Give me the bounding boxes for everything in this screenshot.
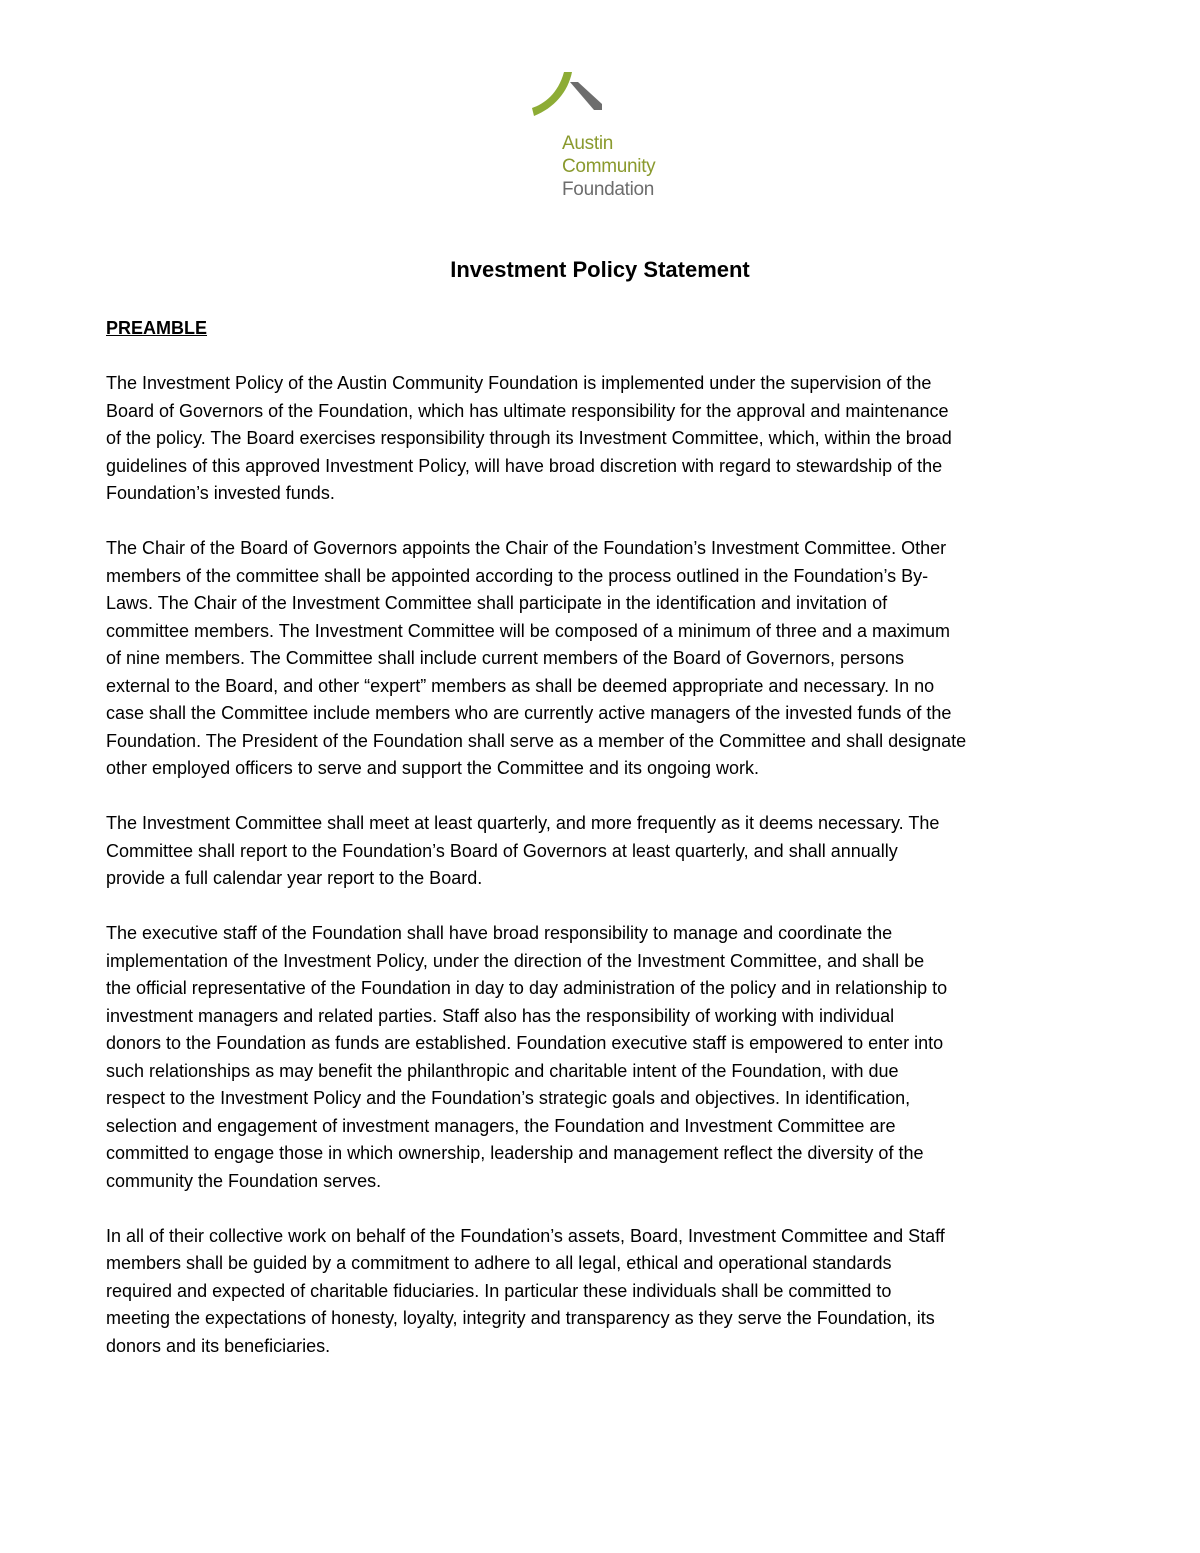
paragraph-line: The Chair of the Board of Governors appoints the Chair of the Foundation’s Investment Committee. Other: [106, 538, 947, 558]
paragraph-line: case shall the Committee include members who are currently active managers of the invested funds of the: [106, 703, 952, 723]
logo-word-austin: Austin: [562, 133, 614, 154]
paragraph-line: of nine members. The Committee shall include current members of the Board of Governors, persons: [106, 648, 905, 668]
logo-word-foundation: Foundation: [562, 179, 655, 200]
paragraph-line: committee members. The Investment Committee will be composed of a minimum of three and a maximum: [106, 620, 950, 641]
paragraph-line: external to the Board, and other “expert” members as shall be deemed appropriate and necessary. In no: [106, 675, 935, 696]
paragraph-line: The Investment Policy of the Austin Community Foundation is implemented under the supervision of the: [106, 373, 932, 393]
paragraph-line: members of the committee shall be appointed according to the process outlined in the Foundation’s By-: [106, 565, 929, 586]
paragraph-line: The executive staff of the Foundation shall have broad responsibility to manage and coordinate the: [106, 923, 893, 943]
paragraph-line: respect to the Investment Policy and the Foundation’s strategic goals and objectives. In identification,: [106, 1088, 911, 1108]
paragraph-line: Laws. The Chair of the Investment Committee shall participate in the identification and invitation of: [106, 593, 888, 613]
paragraph-line: guidelines of this approved Investment Policy, will have broad discretion with regard to stewardship of the: [106, 455, 943, 476]
paragraph: [106, 370, 1096, 508]
paragraph-line: of the policy. The Board exercises responsibility through its Investment Committee, which, within the broad: [106, 428, 952, 448]
paragraph-line: such relationships as may benefit the philanthropic and charitable intent of the Foundation, with due: [106, 1060, 899, 1081]
paragraph-line: In all of their collective work on behalf of the Foundation’s assets, Board, Investment Committee and Staff: [106, 1225, 945, 1246]
document-body: [106, 370, 1096, 1388]
paragraph-line: Board of Governors of the Foundation, which has ultimate responsibility for the approval and maintenance: [106, 400, 949, 421]
paragraph-line: donors and its beneficiaries.: [106, 1335, 331, 1356]
paragraph-line: provide a full calendar year report to the Board.: [106, 868, 483, 888]
section-heading-preamble: PREAMBLE: [106, 318, 208, 338]
logo-word-community: Community: [562, 156, 656, 177]
paragraph: [106, 1223, 1096, 1361]
paragraph-line: implementation of the Investment Policy, under the direction of the Investment Committee, and shall be: [106, 950, 925, 971]
foundation-logo: [530, 68, 680, 203]
paragraph: [106, 920, 1096, 1195]
paragraph-line: the official representative of the Foundation in day to day administration of the policy and in relationship to: [106, 978, 948, 998]
paragraph-line: Committee shall report to the Foundation’s Board of Governors at least quarterly, and shall annually: [106, 840, 898, 861]
paragraph-line: investment managers and related parties. Staff also has the responsibility of working with individual: [106, 1005, 895, 1026]
paragraph-line: The Investment Committee shall meet at least quarterly, and more frequently as it deems necessary. The: [106, 813, 940, 833]
paragraph-line: community the Foundation serves.: [106, 1170, 382, 1191]
paragraph-line: other employed officers to serve and support the Committee and its ongoing work.: [106, 758, 760, 778]
foundation-logo-icon: [530, 68, 610, 116]
paragraph-line: committed to engage those in which ownership, leadership and management reflect the diversity of the: [106, 1143, 924, 1163]
document-title: Investment Policy Statement: [450, 257, 750, 282]
paragraph-line: required and expected of charitable fiduciaries. In particular these individuals shall be committed to: [106, 1280, 892, 1301]
paragraph-line: selection and engagement of investment managers, the Foundation and Investment Committee are: [106, 1115, 896, 1136]
paragraph-line: Foundation’s invested funds.: [106, 483, 335, 503]
paragraph-line: Foundation. The President of the Foundation shall serve as a member of the Committee and shall designate: [106, 730, 967, 751]
paragraph-line: members shall be guided by a commitment to adhere to all legal, ethical and operational standards: [106, 1253, 892, 1273]
logo-wordmark: [562, 132, 655, 201]
paragraph-line: donors to the Foundation as funds are established. Foundation executive staff is empowered to enter into: [106, 1033, 944, 1053]
paragraph: [106, 535, 1096, 783]
paragraph-line: meeting the expectations of honesty, loyalty, integrity and transparency as they serve the Foundation, its: [106, 1308, 935, 1328]
paragraph: [106, 810, 1096, 893]
